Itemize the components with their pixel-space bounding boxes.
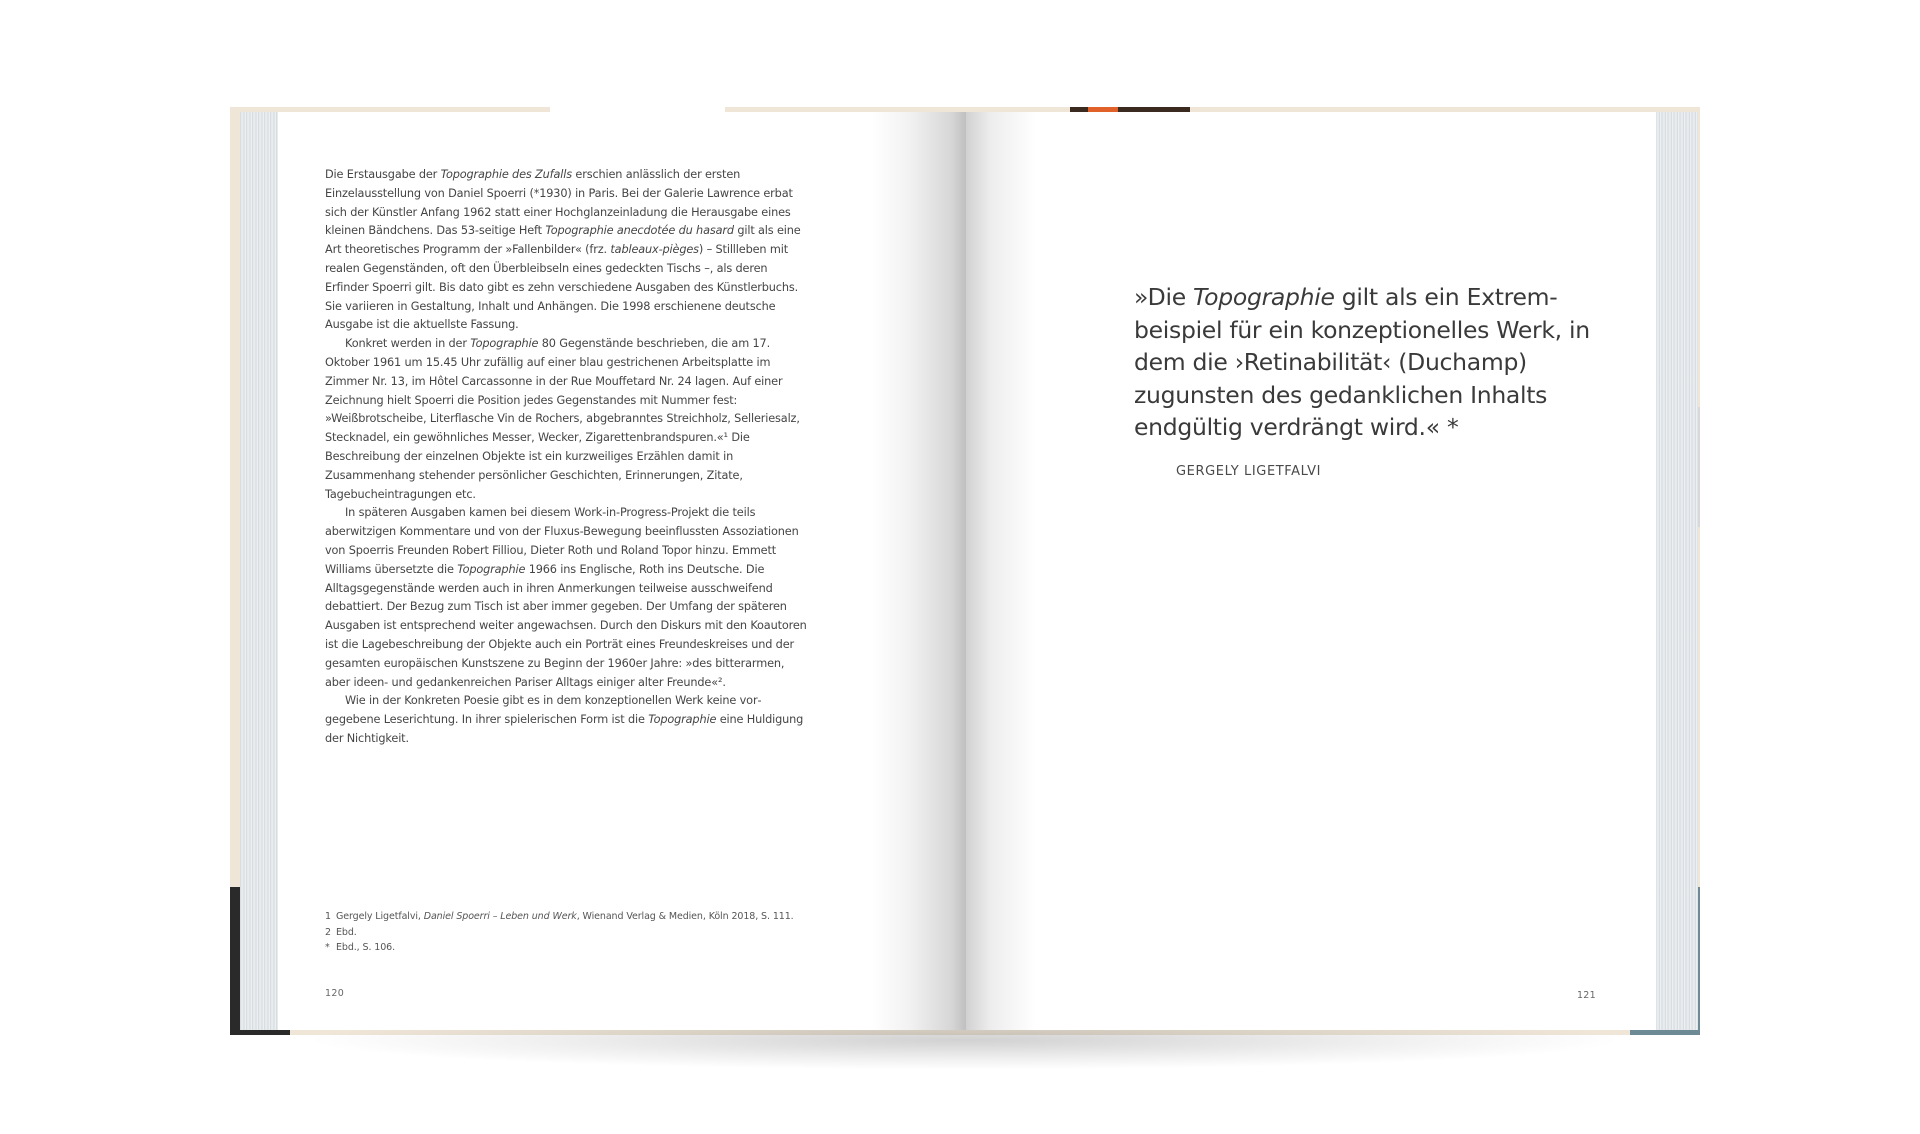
footnotes xyxy=(325,909,845,956)
text-run: 80 Gegenstände beschrieben, die am 17. Oktober 1961 um 15.45 Uhr zufällig auf einer blau gestrichenen Arbeitsplatte im Zimmer Nr. 13, im Hôtel Carcassonne in der Rue Mouffetard Nr. 24 lagen. Auf einer Zeichnung hielt Spoerri die Position jedes Gegenstandes mit Nummer fest: »Weißbrotscheibe, Literflasche Vin de Rochers, abgebranntes Streichholz, Selleriesalz, Stecknadel, ein gewöhnliches Messer, Wecker, Zigarettenbrandspuren.«¹ Die Beschreibung der einzelnen Objekte ist ein kurzweiliges Erzählen damit in Zusammenhang stehender persönlicher Geschichten, Erinnerungen, Zitate, Tagebucheintragungen etc. xyxy=(325,337,800,501)
text-run: gilt als eine Art theoretisches Programm der »Fallenbilder« (frz. xyxy=(325,224,801,257)
page-number-left: 120 xyxy=(325,988,345,999)
footnote xyxy=(325,925,845,941)
text-run: Gergely Ligetfalvi, xyxy=(336,911,424,922)
italic-text: Topographie xyxy=(457,562,526,576)
paragraph xyxy=(325,504,810,692)
text-run: gilt als ein Extrembeispiel für ein konzeptionelles Werk, in dem die ›Retinabilität‹ (Duchamp) zugunsten des gedanklichen Inhalts endgültig verdrängt wird.« * xyxy=(1134,283,1590,441)
right-page xyxy=(966,112,1656,1030)
italic-text: Topographie des Zufalls xyxy=(440,168,572,181)
text-run: Die Erstausgabe der xyxy=(325,168,441,181)
italic-text: Topographie anecdotée du hasard xyxy=(545,224,734,238)
footnote-number: 1 xyxy=(325,911,331,922)
footnote xyxy=(325,940,845,956)
text-run: 1966 ins Englische, Roth ins Deutsche. Die Alltagsgegenstände werden auch in ihren Anmerkungen teilweise ausschweifend debattiert. Der Bezug zum Tisch ist aber immer gegeben. Der Umfang der späteren Ausgaben ist entsprechend weiter angewachsen. Durch den Diskurs mit den Koautoren ist die Lagebeschreibung der Objekte auch ein Porträt eines Freundeskreises und der gesamten europäischen Kunstszene zu Beginn der 1960er Jahre: »des bitterarmen, aber ideen- und gedankenreichen Pariser Alltags einiger alter Freunde«². xyxy=(325,562,807,689)
footnote xyxy=(325,909,845,925)
text-run: Konkret werden in der xyxy=(345,337,471,351)
text-run: In späteren Ausgaben kamen bei diesem Work-in-Progress-Projekt die teils aberwitzigen Kommentare und von der Fluxus-Bewegung beeinflussten Assoziationen von Spoerris Freunden Robert Filliou, Dieter Roth und Roland Topor hinzu. Emmett Williams übersetzte die xyxy=(325,506,799,576)
footnote-number: * xyxy=(325,942,330,953)
text-run: , Wienand Verlag & Medien, Köln 2018, S. 111. xyxy=(576,911,794,922)
text-run: eine Huldigung der Nichtigkeit. xyxy=(325,713,804,745)
paragraph xyxy=(325,692,810,748)
body-text xyxy=(325,166,810,749)
gutter-shadow-left xyxy=(871,112,966,1030)
left-page-edges xyxy=(240,112,280,1030)
italic-text: Topographie xyxy=(470,337,539,351)
left-page xyxy=(278,112,966,1030)
italic-text: tableaux-pièges xyxy=(610,243,699,257)
text-run: erschien anlässlich der ersten Einzelausstellung von Daniel Spoerri (*1930) in Paris. Bei der Galerie Lawrence erbat sich der Künstler Anfang 1962 statt einer Hochglanzeinladung die Herausgabe eines kleinen Bändchens. Das 53-seitige Heft xyxy=(325,168,793,238)
text-run: Ebd. xyxy=(336,926,357,938)
italic-text: Daniel Spoerri – Leben und Werk xyxy=(423,911,577,922)
pull-quote xyxy=(1134,281,1604,444)
footnote-number: 2 xyxy=(325,926,331,938)
paragraph xyxy=(325,166,810,335)
text-run: »Die xyxy=(1134,283,1194,311)
right-page-edges xyxy=(1654,112,1698,1030)
text-run: Ebd., S. 106. xyxy=(336,942,396,953)
page-number-right: 121 xyxy=(1576,990,1596,1001)
quote-author: GERGELY LIGETFALVI xyxy=(1176,464,1322,479)
text-run: Wie in der Konkreten Poesie gibt es in dem konzeptionellen Werk keine vorgegebene Leserichtung. In ihrer spielerischen Form ist die xyxy=(325,694,762,727)
paragraph xyxy=(325,335,810,504)
text-run: ) – Stillleben mit realen Gegenständen, oft den Überbleibseln eines gedeckten Tischs –, als deren Erfinder Spoerri gilt. Bis dato gibt es zehn verschiedene Ausgaben des Künstlerbuchs. Sie variieren in Gestaltung, Inhalt und Anhängen. Die 1998 erschienene deutsche Ausgabe ist die aktuellste Fassung. xyxy=(325,243,799,332)
italic-text: Topographie xyxy=(1193,283,1335,311)
gutter-shadow-right xyxy=(966,112,1036,1030)
italic-text: Topographie xyxy=(648,713,717,727)
